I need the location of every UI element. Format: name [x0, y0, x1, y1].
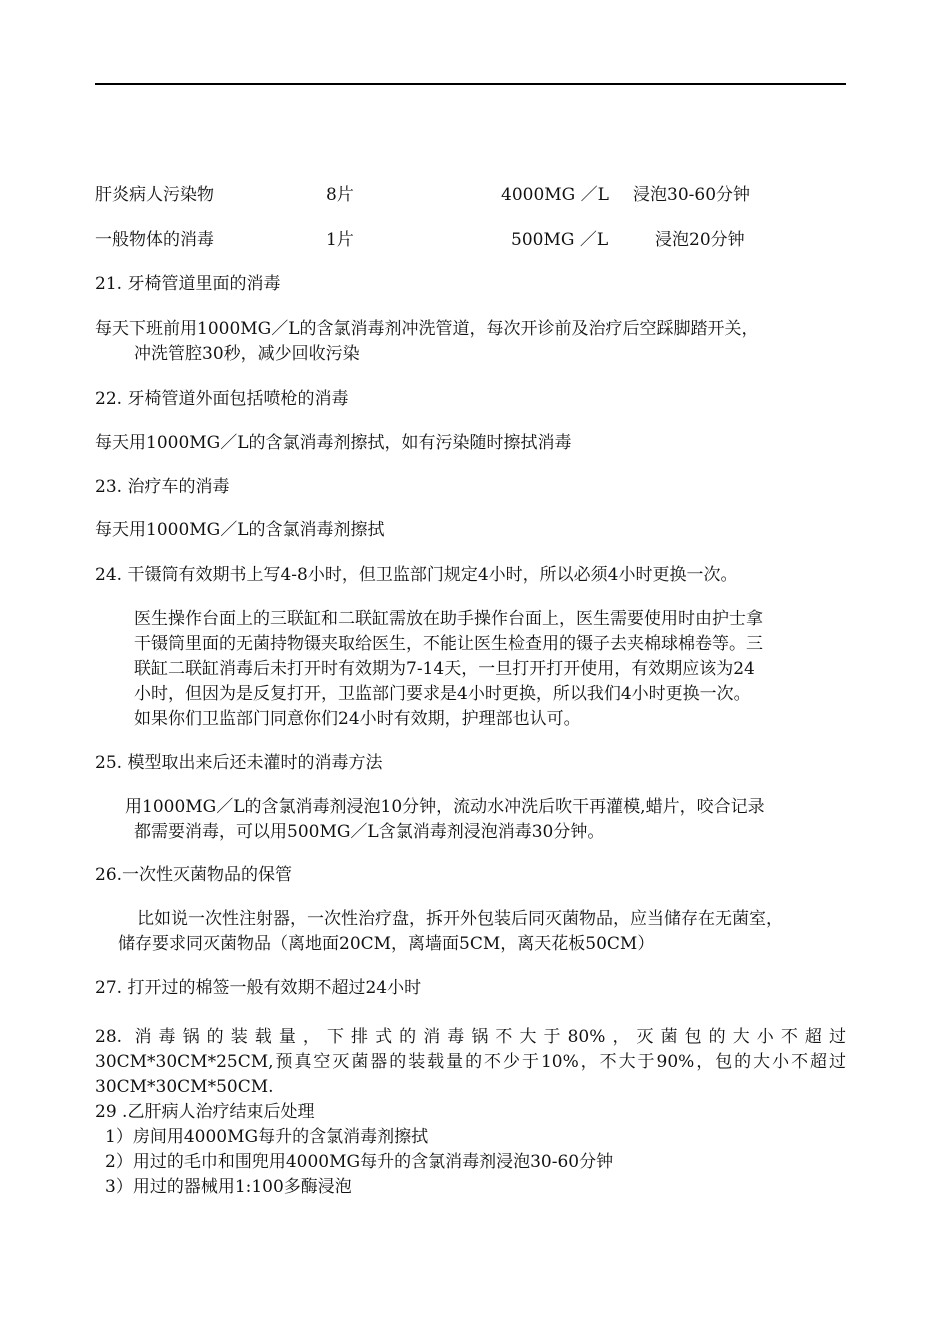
table-cell-tablets: 1片	[326, 230, 354, 250]
section-29-heading: 29 .乙肝病人治疗结束后处理	[95, 1102, 315, 1122]
table-row	[0, 183, 950, 208]
section-28-text: 30CM*30CM*25CM,预真空灭菌器的装载量的不少于10%，不大于90%，包的大小不超过	[95, 1052, 846, 1072]
section-26-text: 比如说一次性注射器，一次性治疗盘，拆开外包装后同灭菌物品，应当储存在无菌室，	[137, 909, 783, 929]
section-29-item: 3）用过的器械用1:100多酶浸泡	[105, 1177, 352, 1197]
section-22-heading: 22. 牙椅管道外面包括喷枪的消毒	[95, 389, 349, 409]
table-cell-concentration: 500MG ／L	[511, 230, 609, 250]
section-23-text: 每天用1000MG／L的含氯消毒剂擦拭	[95, 520, 385, 540]
section-21-heading: 21. 牙椅管道里面的消毒	[95, 274, 281, 294]
section-24-text: 联缸二联缸消毒后未打开时有效期为7-14天，一旦打开打开使用，有效期应该为24	[134, 659, 755, 679]
table-cell-method: 浸泡20分钟	[655, 230, 745, 250]
section-29-item: 1）房间用4000MG每升的含氯消毒剂擦拭	[105, 1127, 429, 1147]
section-26-heading: 26.一次性灭菌物品的保管	[95, 865, 293, 885]
table-cell-method: 浸泡30-60分钟	[633, 185, 751, 205]
section-25-text: 都需要消毒，可以用500MG／L含氯消毒剂浸泡消毒30分钟。	[134, 822, 605, 842]
section-22-text: 每天用1000MG／L的含氯消毒剂擦拭，如有污染随时擦拭消毒	[95, 433, 572, 453]
section-29-item: 2）用过的毛巾和围兜用4000MG每升的含氯消毒剂浸泡30-60分钟	[105, 1152, 614, 1172]
section-24-heading: 24. 干镊筒有效期书上写4-8小时，但卫监部门规定4小时，所以必须4小时更换一次。	[95, 565, 738, 585]
table-cell-item: 一般物体的消毒	[95, 230, 214, 250]
section-28-text: 30CM*30CM*50CM.	[95, 1077, 274, 1097]
section-23-heading: 23. 治疗车的消毒	[95, 477, 230, 497]
table-cell-concentration: 4000MG ／L	[501, 185, 609, 205]
header-rule	[95, 83, 846, 85]
section-25-text: 用1000MG／L的含氯消毒剂浸泡10分钟，流动水冲洗后吹干再灌模,蜡片，咬合记录	[125, 797, 765, 817]
table-cell-tablets: 8片	[326, 185, 354, 205]
section-28-text: 28. 消毒锅的装载量，下排式的消毒锅不大于80%，灭菌包的大小不超过	[95, 1027, 846, 1047]
section-21-text: 冲洗管腔30秒，减少回收污染	[134, 344, 360, 364]
section-27-heading: 27. 打开过的棉签一般有效期不超过24小时	[95, 978, 422, 998]
section-25-heading: 25. 模型取出来后还未灌时的消毒方法	[95, 753, 383, 773]
section-24-text: 小时，但因为是反复打开，卫监部门要求是4小时更换，所以我们4小时更换一次。	[134, 684, 751, 704]
section-24-text: 如果你们卫监部门同意你们24小时有效期，护理部也认可。	[134, 709, 581, 729]
section-26-text: 储存要求同灭菌物品（离地面20CM，离墙面5CM，离天花板50CM）	[118, 934, 655, 954]
table-row	[0, 228, 950, 253]
section-24-text: 干镊筒里面的无菌持物镊夹取给医生，不能让医生检查用的镊子去夹棉球棉卷等。三	[134, 634, 763, 654]
section-24-text: 医生操作台面上的三联缸和二联缸需放在助手操作台面上，医生需要使用时由护士拿	[134, 609, 763, 629]
table-cell-item: 肝炎病人污染物	[95, 185, 214, 205]
section-21-text: 每天下班前用1000MG／L的含氯消毒剂冲洗管道，每次开诊前及治疗后空踩脚踏开关，	[95, 319, 759, 339]
